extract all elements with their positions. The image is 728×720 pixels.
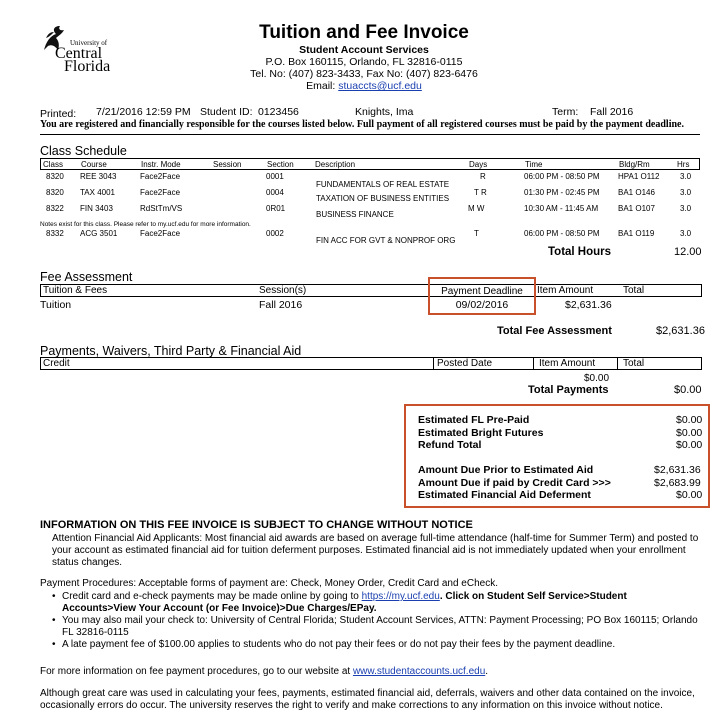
instr-mode: RdStTm/VS — [140, 204, 183, 213]
payment-deadline-highlight — [428, 277, 536, 315]
dept-name: Student Account Services — [299, 44, 429, 56]
instr-mode: Face2Face — [140, 229, 181, 238]
bullet-icon: • — [52, 615, 56, 626]
bullet-online-payment — [52, 591, 702, 615]
payment-procedures: Payment Procedures: Acceptable forms of payment are: Check, Money Order, Credit Card and eCheck. — [40, 578, 498, 589]
section: 0004 — [266, 188, 284, 197]
responsibility-notice: You are registered and financially responsible for the courses listed below. Full payment of all registered courses must be paid by the payment deadline. — [40, 119, 684, 130]
bldg-rm: HPA1 O112 — [618, 172, 660, 181]
hrs: 3.0 — [680, 172, 692, 181]
col-tuition-fees: Tuition & Fees — [43, 285, 108, 296]
fl-prepaid-label: Estimated FL Pre-Paid — [418, 414, 530, 426]
time: 01:30 PM - 02:45 PM — [524, 188, 600, 197]
bullet-text: Credit card and e-check payments may be made online by going to — [62, 591, 359, 602]
refund-total-label: Refund Total — [418, 439, 482, 451]
class-schedule-header — [40, 158, 700, 170]
aid-deferment-label: Estimated Financial Aid Deferment — [418, 489, 591, 501]
bldg-rm: BA1 O107 — [618, 204, 655, 213]
table-row — [40, 172, 700, 189]
bullet-icon: • — [52, 639, 56, 650]
fee-assessment-title: Fee Assessment — [40, 270, 133, 284]
hrs: 3.0 — [680, 204, 692, 213]
more-info-period: . — [485, 666, 489, 677]
col-time: Time — [525, 160, 543, 169]
col-bldg-rm: Bldg/Rm — [619, 160, 650, 169]
col-posted-date: Posted Date — [437, 358, 493, 369]
invoice-title: Tuition and Fee Invoice — [259, 22, 469, 43]
instr-mode: Face2Face — [140, 172, 181, 181]
days: R — [480, 172, 486, 181]
email-label: Email: — [306, 80, 336, 92]
description: BUSINESS FINANCE — [316, 210, 394, 219]
bullet-late-fee — [52, 639, 702, 651]
amount-due-label: Amount Due Prior to Estimated Aid — [418, 464, 594, 476]
refund-total-value: $0.00 — [676, 439, 703, 451]
bullet-text: You may also mail your check to: University of Central Florida; Student Account Services, ATTN: Payment Processing; PO Box 160115; Orlando FL 32816-0115 — [62, 615, 698, 638]
phone-fax: Tel. No: (407) 823-3433, Fax No: (407) 823-6476 — [250, 68, 478, 80]
col-hrs: Hrs — [677, 160, 690, 169]
term-value: Fall 2016 — [590, 106, 634, 118]
student-id: 0123456 — [258, 106, 299, 118]
printed-label: Printed: — [40, 108, 77, 120]
student-accounts-link[interactable]: www.studentaccounts.ucf.edu — [352, 666, 486, 677]
total-hours-value: 12.00 — [674, 246, 702, 258]
term-label: Term: — [552, 106, 579, 118]
address: P.O. Box 160115, Orlando, FL 32816-0115 — [265, 56, 463, 68]
fee-assessment-header — [40, 284, 702, 297]
payment-deadline-value: 09/02/2016 — [455, 299, 509, 311]
col-course: Course — [81, 160, 107, 169]
logo-line-3: Florida — [64, 58, 111, 75]
col-instr-mode: Instr. Mode — [141, 160, 181, 169]
divider — [433, 357, 434, 370]
disclaimer: Although great care was used in calculating your fees, payments, estimated financial aid, deferrals, waivers and other data contained on the invoice, occasionally errors do occur. The university reserves the right to verify and make corrections to any information on this invoice without notice. — [40, 688, 695, 711]
logo-line-2: Central — [55, 45, 103, 62]
table-row — [40, 204, 700, 218]
section: 0002 — [266, 229, 284, 238]
course: ACG 3501 — [80, 229, 118, 238]
bright-futures-label: Estimated Bright Futures — [418, 427, 544, 439]
description: TAXATION OF BUSINESS ENTITIES — [316, 194, 450, 203]
class-number: 8320 — [46, 172, 64, 181]
col-item-amount: Item Amount — [537, 285, 594, 296]
amount-due-value: $2,631.36 — [654, 464, 701, 476]
class-number: 8320 — [46, 188, 64, 197]
table-row — [40, 188, 700, 202]
email-line — [0, 80, 728, 92]
divider — [40, 134, 700, 135]
class-number: 8332 — [46, 229, 64, 238]
hrs: 3.0 — [680, 229, 692, 238]
time: 06:00 PM - 08:50 PM — [524, 172, 600, 181]
total-payments-label: Total Payments — [528, 384, 609, 396]
col-sessions: Session(s) — [259, 285, 307, 296]
section: 0001 — [266, 172, 284, 181]
info-heading: INFORMATION ON THIS FEE INVOICE IS SUBJECT TO CHANGE WITHOUT NOTICE — [40, 519, 473, 531]
class-schedule-title: Class Schedule — [40, 144, 127, 158]
bright-futures-value: $0.00 — [676, 427, 703, 439]
bullet-mail-check — [52, 615, 702, 639]
student-id-label: Student ID: — [200, 106, 253, 118]
fee-item: Tuition — [40, 299, 72, 311]
section: 0R01 — [266, 204, 286, 213]
total-payments-value: $0.00 — [674, 384, 702, 396]
myucf-link[interactable]: https://my.ucf.edu — [361, 591, 440, 602]
time: 10:30 AM - 11:45 AM — [524, 204, 599, 213]
col-class: Class — [43, 160, 64, 169]
credit-card-due-value: $2,683.99 — [654, 477, 701, 489]
col-total: Total — [623, 285, 645, 296]
bullet-icon: • — [52, 591, 56, 602]
more-info-line — [40, 666, 700, 678]
student-name: Knights, Ima — [355, 106, 414, 118]
class-number: 8322 — [46, 204, 64, 213]
col-total: Total — [623, 358, 645, 369]
col-description: Description — [315, 160, 356, 169]
bullet-text: A late payment fee of $100.00 applies to students who do not pay their fees or do not pay their fees by the payment deadline. — [62, 639, 616, 650]
financial-aid-paragraph: Attention Financial Aid Applicants: Most financial aid awards are based on average full-time attendance (half-time for Summer Term) and posted to your account as estimated financial aid for tuition deferment purposes. Estimated financial aid is not immediately updated when your enrollment status changes. — [52, 533, 699, 568]
bldg-rm: BA1 O146 — [618, 188, 655, 197]
fee-session: Fall 2016 — [259, 299, 303, 311]
aid-deferment-value: $0.00 — [676, 489, 703, 501]
col-credit: Credit — [43, 358, 70, 369]
col-payment-deadline: Payment Deadline — [441, 286, 523, 297]
col-days: Days — [469, 160, 488, 169]
time: 06:00 PM - 08:50 PM — [524, 229, 600, 238]
bullet-instructions: . Click on Student Self Service>Student Accounts>View Your Account (or Fee Invoice)>Due Charges/EPay. — [62, 591, 627, 614]
amount-summary-box — [404, 404, 710, 508]
bldg-rm: BA1 O119 — [618, 229, 655, 238]
more-info-text: For more information on fee payment procedures, go to our website at — [40, 666, 351, 677]
email-link[interactable]: stuaccts@ucf.edu — [338, 80, 422, 92]
table-row — [40, 229, 700, 243]
course: FIN 3403 — [80, 204, 113, 213]
class-note: Notes exist for this class. Please refer to my.ucf.edu for more information. — [40, 221, 251, 228]
col-section: Section — [267, 160, 294, 169]
fee-item-amount: $2,631.36 — [565, 299, 612, 311]
payments-item-amount: $0.00 — [584, 373, 610, 384]
logo-line-1: University of — [70, 39, 108, 47]
total-fee-label: Total Fee Assessment — [497, 325, 612, 337]
hrs: 3.0 — [680, 188, 692, 197]
days: T — [474, 229, 479, 238]
payments-header — [40, 357, 702, 370]
col-item-amount: Item Amount — [539, 358, 596, 369]
days: T R — [474, 188, 487, 197]
col-session: Session — [213, 160, 242, 169]
payments-title: Payments, Waivers, Third Party & Financial Aid — [40, 344, 302, 358]
total-hours-label: Total Hours — [548, 246, 612, 258]
description: FIN ACC FOR GVT & NONPROF ORG — [316, 236, 456, 245]
instr-mode: Face2Face — [140, 188, 181, 197]
total-fee-value: $2,631.36 — [656, 325, 705, 337]
divider — [617, 357, 618, 370]
days: M W — [468, 204, 485, 213]
fl-prepaid-value: $0.00 — [676, 414, 703, 426]
course: REE 3043 — [80, 172, 117, 181]
printed-value: 7/21/2016 12:59 PM — [96, 106, 191, 118]
description: FUNDAMENTALS OF REAL ESTATE — [316, 180, 450, 189]
divider — [533, 357, 534, 370]
credit-card-due-label: Amount Due if paid by Credit Card >>> — [418, 477, 611, 489]
course: TAX 4001 — [80, 188, 115, 197]
